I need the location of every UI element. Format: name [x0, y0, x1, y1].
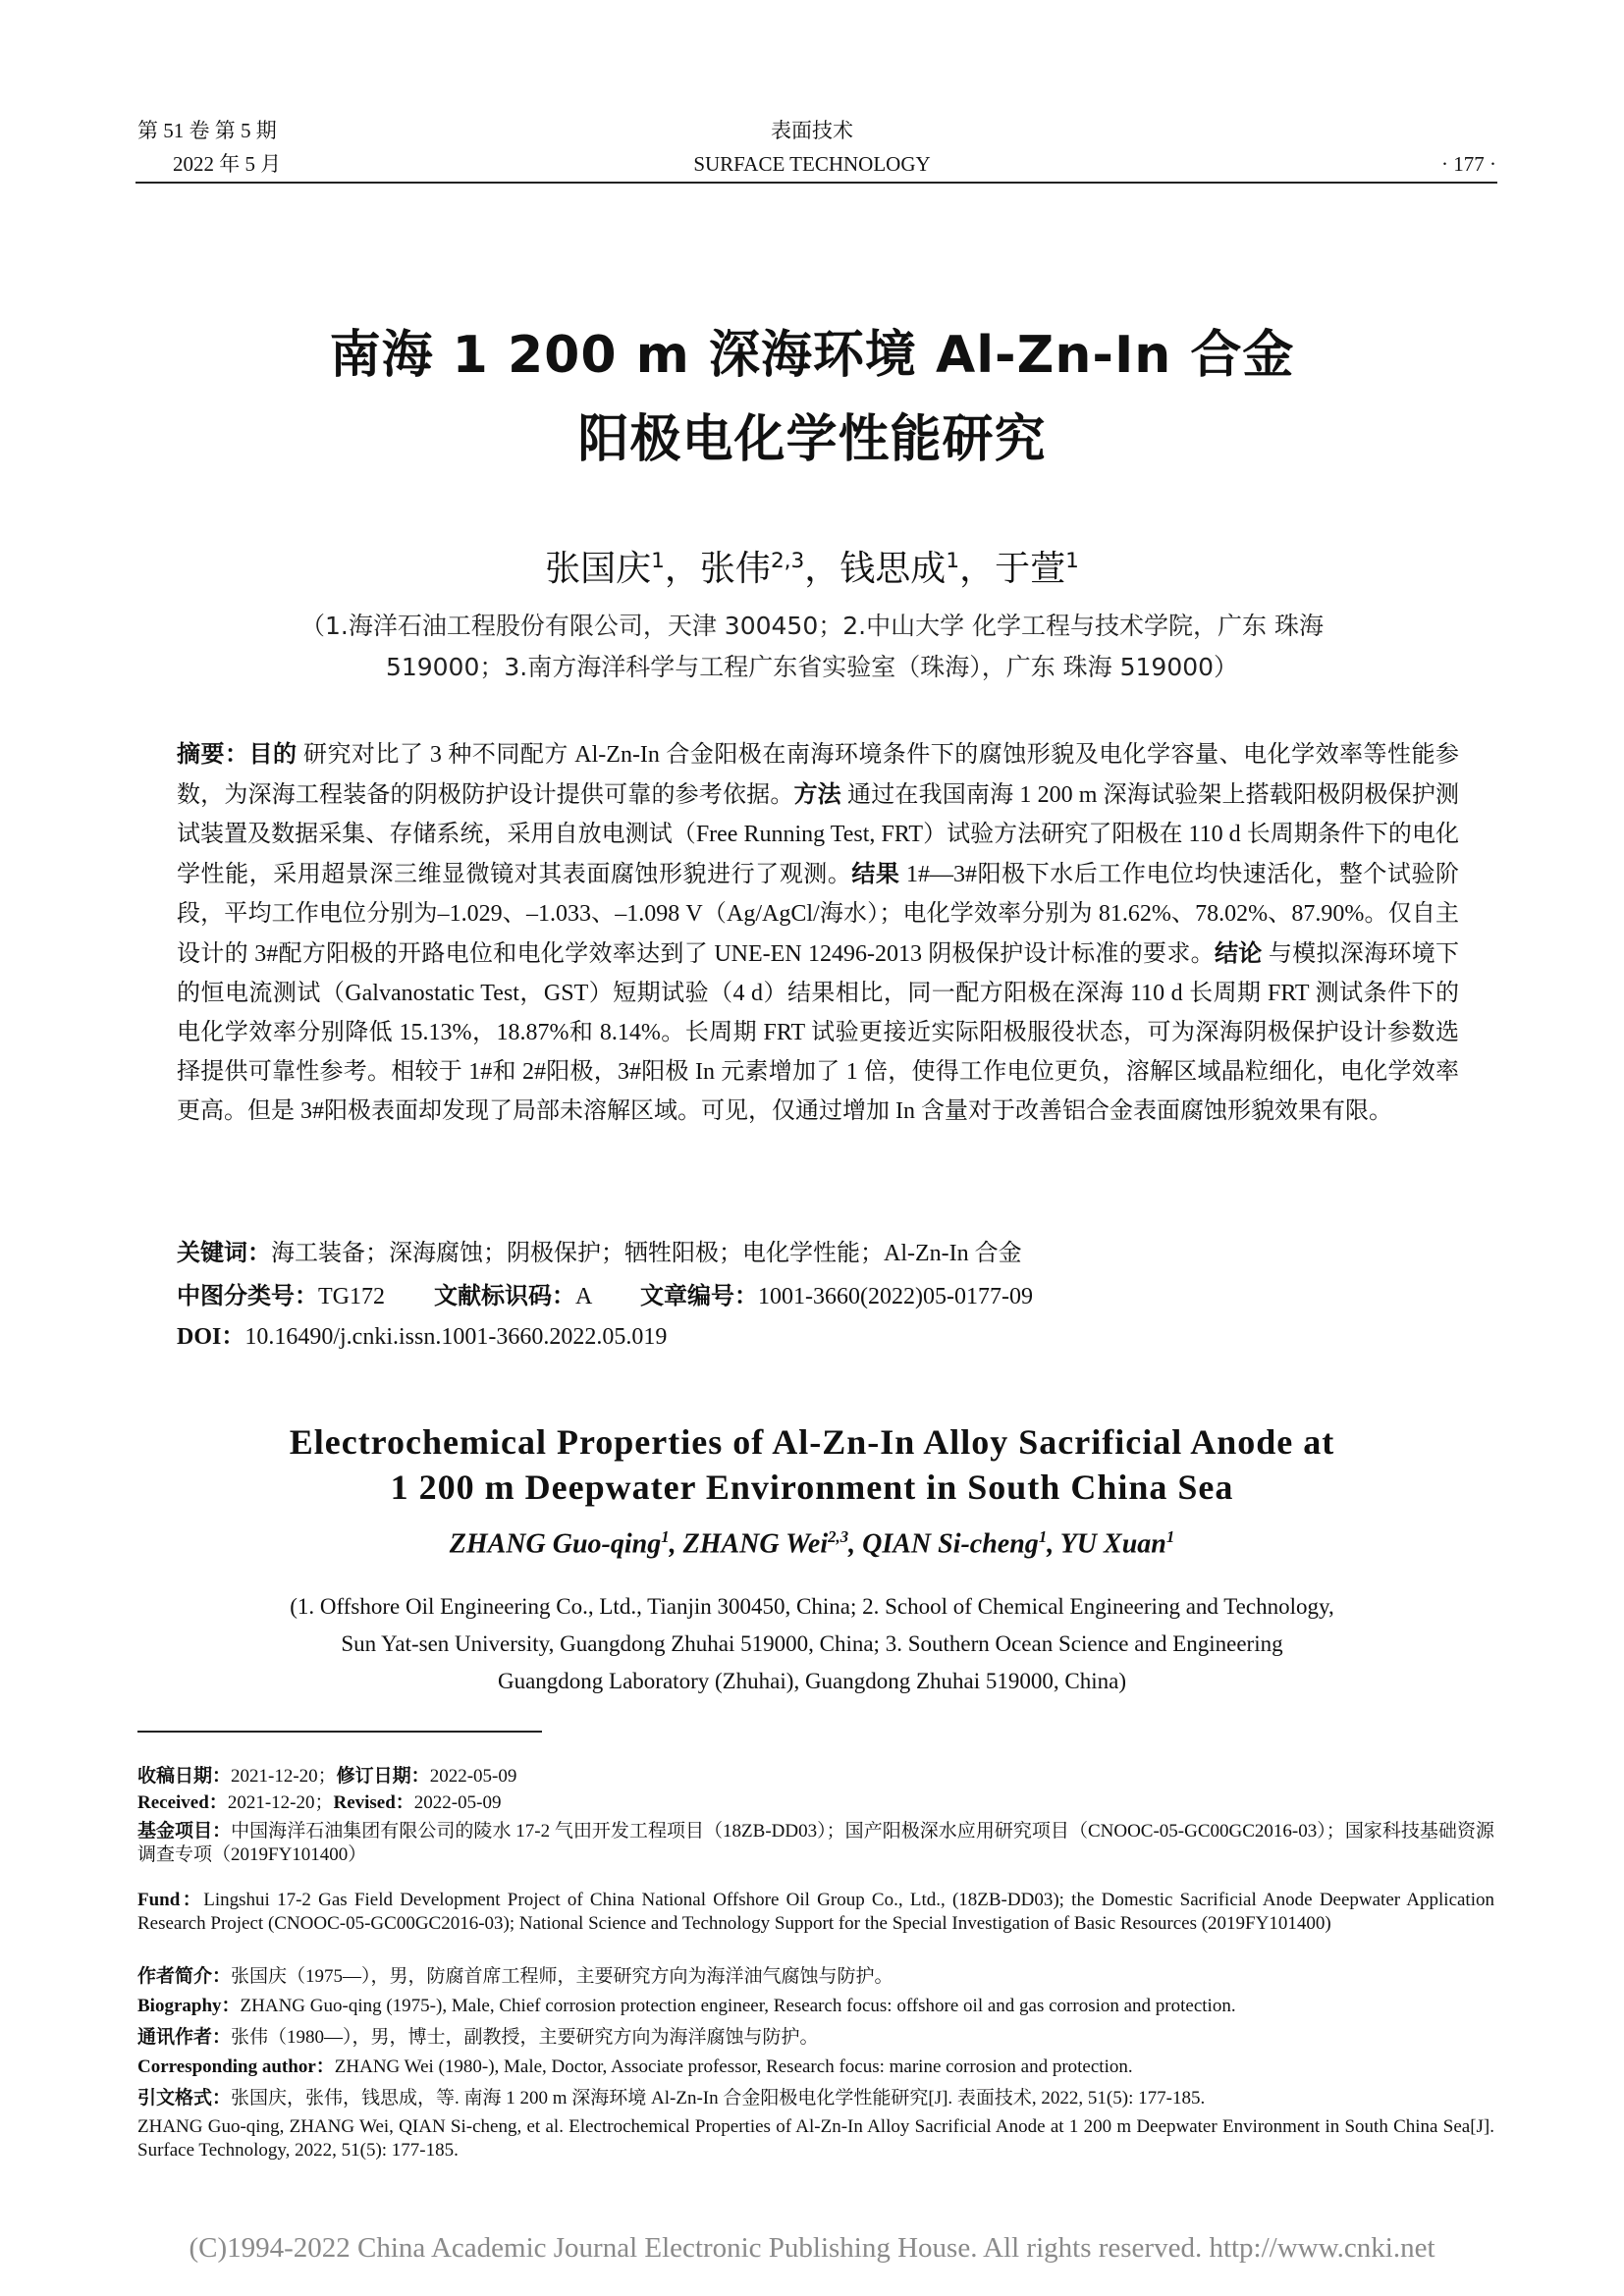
author-name: 张国庆 — [545, 549, 652, 589]
cite-cn-label: 引文格式： — [137, 2087, 232, 2109]
affiliation-cn-line2: 519000；3.南方海洋科学与工程广东省实验室（珠海），广东 珠海 519000） — [385, 653, 1239, 681]
footnote-bio-en — [137, 1995, 1494, 2018]
affiliation-en-line3: Guangdong Laboratory (Zhuhai), Guangdong Zhuhai 519000, China) — [497, 1669, 1127, 1693]
corr-cn-label: 通讯作者： — [137, 2026, 232, 2048]
author-en-name: ZHANG Wei — [682, 1528, 829, 1560]
bio-en: ZHANG Guo-qing (1975-), Male, Chief corrosion protection engineer, Research focus: offshore oil and gas corrosion and protection. — [240, 1996, 1236, 2016]
doc-code-value: A — [575, 1284, 592, 1309]
abstract-purpose: 研究对比了 3 种不同配方 Al-Zn-In 合金阳极在南海环境条件下的腐蚀形貌及电化学容量、电化学效率等性能参数，为深海工程装备的阴极防护设计提供可靠的参考依据。 — [177, 742, 1460, 808]
header-journal-cn: 表面技术 — [771, 119, 853, 142]
corr-en-label: Corresponding author： — [137, 2056, 335, 2077]
author-name: 于萱 — [995, 549, 1066, 589]
received-en-label: Received： — [137, 1792, 228, 1813]
abstract-purpose-label: 目的 — [248, 740, 298, 768]
footnote-corr-en — [137, 2056, 1494, 2079]
revised-en-label: Revised： — [333, 1792, 414, 1813]
author-en-sup: 2,3 — [828, 1527, 849, 1546]
footnote-fund-cn — [137, 1819, 1494, 1867]
abstract — [177, 734, 1459, 1131]
keywords-label: 关键词： — [177, 1239, 271, 1266]
article-no-value: 1001-3660(2022)05-0177-09 — [758, 1284, 1033, 1309]
fund-cn: 中国海洋石油集团有限公司的陵水 17-2 气田开发工程项目（18ZB-DD03）；国产阳极深水应用研究项目（CNOOC-05-GC00GC2016-03）；国家科技基础资源调查专项（2019FY101400） — [137, 1821, 1494, 1865]
authors-cn: 张国庆$^1$，张伟$^{2,3}$，钱思成$^1$，于萱$^1$ — [545, 549, 1079, 589]
abstract-conclusion: 与模拟深海环境下的恒电流测试（Galvanostatic Test，GST）短期试验（4 d）结果相比，同一配方阳极在深海 110 d 长周期 FRT 测试条件下的电化学效率分别降低 15.13%，18.87%和 8.14%。长周期 FRT 试验更接近实际阳极服役状态，可为深海阴极保护设计参数选择提供可靠性参考。相较于 1#和 2#阳极，3#阳极 In 元素增加了 1 倍，使得工作电位更负，溶解区域晶粒细化，电化学效率更高。但是 3#阳极表面却发现了局部未溶解区域。可见，仅通过增加 In 含量对于改善铝合金表面腐蚀形貌效果有限。 — [177, 941, 1460, 1124]
header-volume-issue: 第 51 卷 第 5 期 — [137, 119, 277, 142]
affiliation-en-line2: Sun Yat-sen University, Guangdong Zhuhai 519000, China; 3. Southern Ocean Science and Engineering — [341, 1631, 1283, 1656]
fund-en-label: Fund： — [137, 1890, 204, 1910]
title-cn-line2: 阳极电化学性能研究 — [577, 410, 1047, 469]
abstract-conclusion-label: 结论 — [1214, 939, 1263, 967]
corr-cn: 张伟（1980—），男，博士，副教授，主要研究方向为海洋腐蚀与防护。 — [231, 2027, 819, 2048]
affiliation-cn-line1: （1.海洋石油工程股份有限公司，天津 300450；2.中山大学 化学工程与技术学院，广东 珠海 — [300, 612, 1324, 640]
bio-cn: 张国庆（1975—），男，防腐首席工程师，主要研究方向为海洋油气腐蚀与防护。 — [231, 1966, 893, 1987]
footnote-corr-cn — [137, 2025, 1494, 2050]
received-cn: 2021-12-20； — [231, 1766, 337, 1787]
clc-value: TG172 — [318, 1284, 385, 1309]
abstract-method-label: 方法 — [793, 780, 841, 808]
received-en: 2021-12-20； — [227, 1792, 334, 1813]
abstract-result-label: 结果 — [851, 860, 900, 887]
article-no-label: 文章编号： — [640, 1282, 759, 1309]
title-en-line2: 1 200 m Deepwater Environment in South China Sea — [390, 1468, 1234, 1507]
classification — [177, 1276, 1459, 1316]
author-affil-sup: 2,3 — [770, 549, 805, 573]
keywords-value: 海工装备；深海腐蚀；阴极保护；牺牲阳极；电化学性能；Al-Zn-In 合金 — [271, 1241, 1022, 1266]
header-journal-en: SURFACE TECHNOLOGY — [693, 152, 931, 176]
fund-en: Lingshui 17-2 Gas Field Development Project of China National Offshore Oil Group Co., Ltd., (18ZB-DD03); the Domestic Sacrificial Anode Deepwater Application Research Project (CNOOC-05-GC00GC2016-03); National Science and Technology Support for the Special Investigation of Basic Resources (2019FY101400) — [137, 1890, 1494, 1934]
footnote-cite-en — [137, 2115, 1494, 2163]
author-en-sup: 1 — [1038, 1527, 1048, 1546]
footnote-rule — [137, 1731, 542, 1733]
author-name: 张伟 — [699, 549, 771, 589]
corr-en: ZHANG Wei (1980-), Male, Doctor, Associate professor, Research focus: marine corrosion and protection. — [334, 2056, 1133, 2077]
doi-value: 10.16490/j.cnki.issn.1001-3660.2022.05.019 — [244, 1324, 668, 1350]
doc-code-label: 文献标识码： — [434, 1282, 575, 1309]
bio-cn-label: 作者简介： — [137, 1965, 232, 1987]
author-affil-sup: 1 — [651, 549, 665, 573]
cite-en: ZHANG Guo-qing, ZHANG Wei, QIAN Si-cheng, et al. Electrochemical Properties of Al-Zn-In Alloy Sacrificial Anode at 1 200 m Deepwater Environment in South China Sea[J]. Surface Technology, 2022, 51(5): 177-185. — [137, 2116, 1494, 2161]
abstract-method: 通过在我国南海 1 200 m 深海试验架上搭载阳极阴极保护测试装置及数据采集、存储系统，采用自放电测试（Free Running Test, FRT）试验方法研究了阳极在 110 d 长周期条件下的电化学性能，采用超景深三维显微镜对其表面腐蚀形貌进行了观测。 — [177, 782, 1460, 887]
title-cn-line1: 南海 1 200 m 深海环境 Al-Zn-In 合金 — [329, 326, 1295, 385]
received-cn-label: 收稿日期： — [137, 1765, 232, 1787]
keywords — [177, 1233, 1459, 1273]
footnote-cite-cn — [137, 2086, 1494, 2110]
doi — [177, 1317, 1459, 1357]
author-en-sup: 1 — [1165, 1527, 1175, 1546]
revised-cn-label: 修订日期： — [336, 1765, 430, 1787]
footnote-bio-cn — [137, 1964, 1494, 1989]
author-affil-sup: 1 — [1065, 549, 1079, 573]
author-en-name: YU Xuan — [1059, 1528, 1166, 1560]
header-date: 2022 年 5 月 — [173, 152, 282, 176]
fund-cn-label: 基金项目： — [137, 1820, 232, 1842]
footnote-fund-en — [137, 1889, 1494, 1936]
abstract-result: 1#—3#阳极下水后工作电位均快速活化，整个试验阶段，平均工作电位分别为–1.029、–1.033、–1.098 V（Ag/AgCl/海水）；电化学效率分别为 81.62%、78.02%、87.90%。仅自主设计的 3#配方阳极的开路电位和电化学效率达到了 UNE-EN 12496-2013 阴极保护设计标准的要求。 — [177, 862, 1460, 967]
affiliation-en-line1: (1. Offshore Oil Engineering Co., Ltd., Tianjin 300450, China; 2. School of Chemical Engineering and Technology, — [290, 1594, 1334, 1619]
cite-cn: 张国庆，张伟，钱思成，等. 南海 1 200 m 深海环境 Al-Zn-In 合金阳极电化学性能研究[J]. 表面技术, 2022, 51(5): 177-185. — [231, 2088, 1206, 2109]
abstract-label: 摘要： — [177, 740, 249, 768]
copyright-notice: (C)1994-2022 China Academic Journal Electronic Publishing House. All rights reserved. http://www.cnki.net — [189, 2232, 1435, 2264]
revised-en: 2022-05-09 — [413, 1792, 502, 1813]
author-en-sup: 1 — [661, 1527, 670, 1546]
title-en-line1: Electrochemical Properties of Al-Zn-In Alloy Sacrificial Anode at — [289, 1422, 1335, 1462]
author-affil-sup: 1 — [946, 549, 960, 573]
authors-en: ZHANG Guo-qing$^1$, ZHANG Wei$^{2,3}$, QIAN Si-cheng$^1$, YU Xuan$^1$ — [449, 1527, 1175, 1560]
footnote-dates-cn — [137, 1764, 1494, 1789]
author-name: 钱思成 — [839, 549, 947, 589]
revised-cn: 2022-05-09 — [429, 1766, 517, 1787]
bio-en-label: Biography： — [137, 1996, 241, 2016]
doi-label: DOI： — [177, 1324, 245, 1350]
author-en-name: ZHANG Guo-qing — [449, 1528, 662, 1560]
clc-label: 中图分类号： — [177, 1282, 318, 1309]
author-en-name: QIAN Si-cheng — [862, 1528, 1039, 1560]
header-page-number: · 177 · — [1441, 152, 1496, 176]
header-rule — [135, 182, 1497, 184]
footnote-dates-en — [137, 1791, 1494, 1815]
